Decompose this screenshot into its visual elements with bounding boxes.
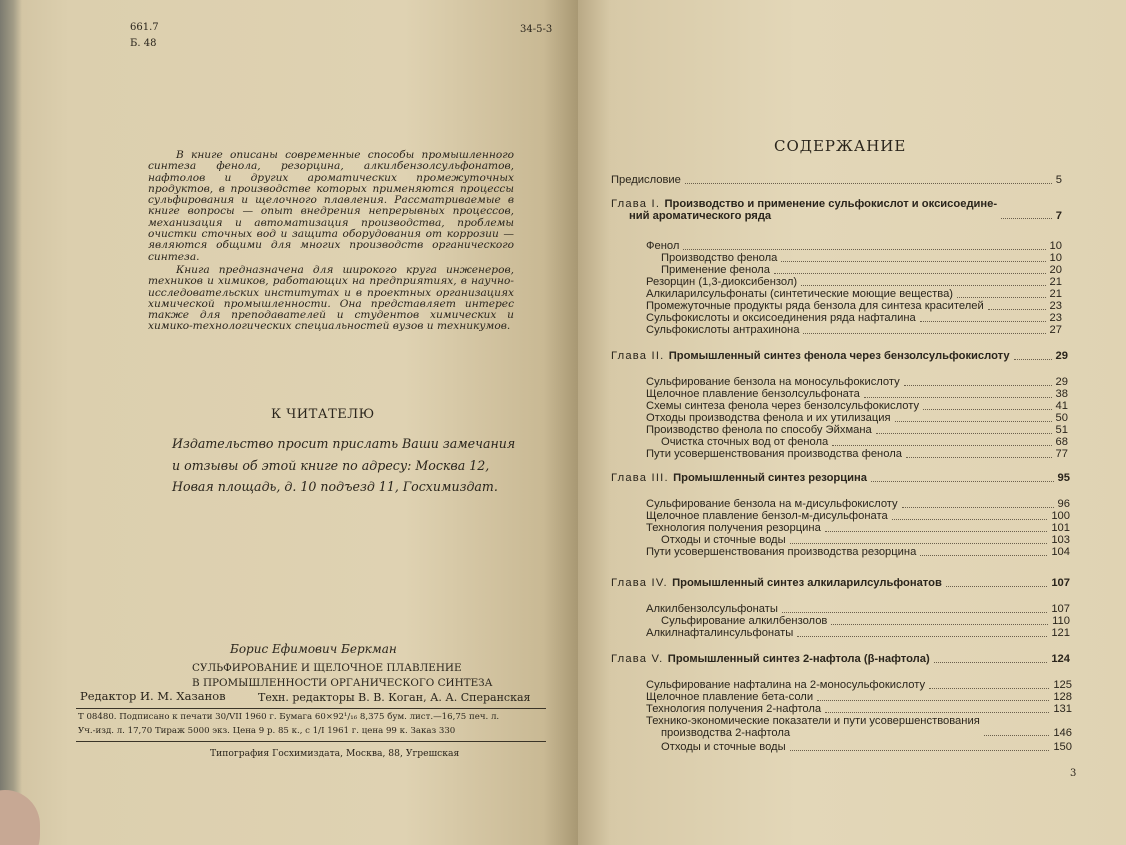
toc-entry: [646, 425, 1068, 437]
toc-dot-leader: [906, 457, 1052, 458]
toc-entry-text: Схемы синтеза фенола через бензолсульфокислоту: [646, 400, 920, 412]
toc-dot-leader: [876, 433, 1052, 434]
editor: Редактор И. М. Хазанов: [80, 689, 226, 703]
thumb: [0, 790, 40, 845]
toc-chapter-entry: [611, 473, 1070, 485]
toc-page-number: 150: [1053, 741, 1072, 753]
toc-dot-leader: [685, 183, 1052, 184]
toc-chapter-number: Глава I.: [611, 198, 665, 210]
toc-dot-leader: [902, 507, 1054, 508]
toc-entry-text: Отходы и сточные воды: [661, 534, 786, 546]
toc-page-number: 27: [1049, 324, 1062, 336]
toc-page-number: 125: [1053, 679, 1072, 691]
toc-entry-label: [646, 241, 679, 253]
toc-entry-text: Сульфирование нафталина на 2-моносульфокислоту: [646, 679, 926, 691]
toc-entry-label: [646, 704, 821, 716]
toc-dot-leader: [904, 385, 1052, 386]
toc-dot-leader: [1014, 359, 1052, 360]
reader-title: К ЧИТАТЕЛЮ: [271, 407, 375, 422]
toc-entry: [661, 253, 1062, 265]
toc-entry-label: [646, 377, 900, 389]
right-page: [578, 0, 1126, 845]
toc-dot-leader: [790, 543, 1048, 544]
toc-entry-label: [646, 401, 919, 413]
toc-dot-leader: [984, 735, 1050, 736]
reader-line-2: и отзывы об этой книге по адресу: Москва 12,: [172, 458, 490, 473]
toc-page-number: 10: [1049, 240, 1062, 252]
toc-entry-label: [611, 175, 681, 187]
toc-page-number: 107: [1051, 577, 1070, 589]
toc-chapter-number: Глава III.: [611, 472, 674, 484]
toc-entry: [646, 377, 1068, 389]
toc-entry-text: Отходы производства фенола и их утилизация: [646, 412, 891, 424]
toc-dot-leader: [790, 750, 1050, 751]
toc-dot-leader: [803, 333, 1045, 334]
print-line-1: Т 08480. Подписано к печати 30/VII 1960 г. Бумага 60×92¹/₁₆ 8,375 бум. лист.—16,75 печ. л.: [78, 712, 500, 722]
toc-dot-leader: [801, 285, 1045, 286]
toc-dot-leader: [782, 612, 1047, 613]
toc-title: СОДЕРЖАНИЕ: [774, 137, 907, 155]
toc-entry-label: [611, 351, 1010, 363]
toc-entry-text: Промышленный синтез фенола через бензолсульфокислоту: [668, 350, 1010, 362]
bbk-index: Б. 48: [130, 38, 157, 49]
toc-entry-label: [646, 628, 793, 640]
toc-entry-text: Алкилбензолсульфонаты: [646, 603, 778, 615]
toc-entry-label-line-1: Технико-экономические показатели и пути усовершенствования: [646, 715, 980, 727]
book-title-line-2: В ПРОМЫШЛЕННОСТИ ОРГАНИЧЕСКОГО СИНТЕЗА: [192, 677, 493, 689]
header-code: 34-5-3: [520, 24, 553, 35]
reader-line-1: Издательство просит прислать Ваши замечания: [172, 436, 516, 451]
toc-entry: [646, 241, 1062, 253]
toc-entry: [646, 499, 1070, 511]
toc-entry-label: [646, 313, 916, 325]
toc-entry: [646, 313, 1062, 325]
page-number: 3: [1070, 768, 1077, 779]
toc-entry-label: [661, 535, 786, 547]
toc-entry-label: [646, 523, 821, 535]
toc-dot-leader: [683, 249, 1045, 250]
imprint-separator-bottom: [76, 741, 546, 742]
toc-dot-leader: [946, 586, 1047, 587]
toc-entry-text: Щелочное плавление бензолсульфоната: [646, 388, 860, 400]
toc-page-number: 68: [1055, 436, 1068, 448]
toc-dot-leader: [957, 297, 1046, 298]
toc-entry-label: [646, 604, 778, 616]
toc-dot-leader: [832, 445, 1051, 446]
toc-dot-leader: [934, 662, 1048, 663]
toc-page-number: 7: [1055, 209, 1062, 222]
toc-entry-text: Промышленный синтез резорцина: [673, 472, 867, 484]
udk-index: 661.7: [130, 22, 159, 33]
toc-entry-text: Очистка сточных вод от фенола: [661, 436, 829, 448]
toc-entry-label: [646, 692, 813, 704]
toc-entry-text: Промышленный синтез алкиларилсульфонатов: [672, 577, 942, 589]
toc-entry-text: Технология получения 2-нафтола: [646, 703, 822, 715]
toc-dot-leader: [864, 397, 1052, 398]
reader-line-3: Новая площадь, д. 10 подъезд 11, Госхимиздат.: [172, 479, 498, 494]
toc-entry: [646, 389, 1068, 401]
toc-entry: [661, 535, 1070, 547]
toc-page-number: 51: [1055, 424, 1068, 436]
toc-entry-text: Промежуточные продукты ряда бензола для синтеза красителей: [646, 300, 984, 312]
toc-entry-text: Производство фенола: [661, 252, 778, 264]
toc-entry: [646, 449, 1068, 461]
toc-entry-text: Пути усовершенствования производства фенола: [646, 448, 902, 460]
toc-page-number: 100: [1051, 510, 1070, 522]
typography: Типография Госхимиздата, Москва, 88, Угрешская: [210, 748, 460, 759]
toc-chapter-number: Глава V.: [611, 653, 668, 665]
toc-entry-text: Предисловие: [611, 174, 681, 186]
toc-entry-text: Сульфирование алкилбензолов: [661, 615, 828, 627]
toc-entry-label: [661, 265, 770, 277]
toc-entry: [646, 277, 1062, 289]
toc-page-number: 124: [1051, 653, 1070, 665]
toc-entry-label: [611, 654, 930, 666]
annotation-paragraph-2: Книга предназначена для широкого круга инженеров, техников и химиков, работающих на предприятиях, в научно-исследовательских институтах и в проектных организациях химической промышленности. Она представляет интерес также для преподавателей и студентов химических и химико-технологических специальностей вузов и техникумов.: [148, 263, 514, 333]
toc-page-number: 21: [1049, 276, 1062, 288]
toc-dot-leader: [929, 688, 1049, 689]
toc-page-number: 103: [1051, 534, 1070, 546]
imprint-separator-top: [76, 708, 546, 709]
toc-entry-label: [646, 449, 902, 461]
author: Борис Ефимович Беркман: [230, 642, 397, 656]
toc-entry: [646, 413, 1068, 425]
toc-dot-leader: [895, 421, 1052, 422]
toc-entry-text: Щелочное плавление бензол-м-дисульфоната: [646, 510, 888, 522]
toc-entry-label: [646, 716, 980, 739]
toc-dot-leader: [988, 309, 1046, 310]
toc-entry-label-line-2: ний ароматического ряда: [629, 209, 772, 222]
toc-page-number: 38: [1055, 388, 1068, 400]
toc-entry: [646, 511, 1070, 523]
toc-entry: [661, 265, 1062, 277]
toc-page-number: 104: [1051, 546, 1070, 558]
toc-entry-text: Сульфокислоты и оксисоединения ряда нафталина: [646, 312, 916, 324]
toc-page-number: 29: [1055, 376, 1068, 388]
toc-dot-leader: [1001, 218, 1052, 219]
toc-entry-text: Сульфирование бензола на моносульфокислоту: [646, 376, 900, 388]
toc-dot-leader: [892, 519, 1048, 520]
toc-entry-text: Сульфокислоты антрахинона: [646, 324, 800, 336]
toc-entry-text: Фенол: [646, 240, 680, 252]
toc-dot-leader: [817, 700, 1049, 701]
toc-entry: [646, 692, 1072, 704]
toc-chapter-entry: [611, 351, 1068, 363]
toc-entry-text: Промышленный синтез 2-нафтола (β-нафтола): [667, 653, 930, 665]
toc-entry-label: [661, 253, 777, 265]
toc-chapter-entry: [611, 654, 1070, 666]
toc-entry-text: Производство фенола по способу Эйхмана: [646, 424, 872, 436]
toc-dot-leader: [797, 636, 1047, 637]
toc-entry-label: [661, 742, 786, 754]
toc-entry: [661, 616, 1070, 628]
toc-entry-text: Алкиларилсульфонаты (синтетические моющие вещества): [646, 288, 954, 300]
toc-dot-leader: [825, 712, 1049, 713]
annotation-paragraph-1: В книге описаны современные способы промышленного синтеза фенола, резорцина, алкилбензолсульфонатов, нафтолов и других ароматических промежуточных продуктов, в производстве которых применяются процессы сульфирования и щелочного плавления. Рассматриваемые в книге вопросы — опыт внедрения непрерывных процессов, механизация и автоматизация производства, проблемы очистки сточных вод и защита оборудования от коррозии — являются общими для многих производств органического синтеза.: [148, 149, 514, 263]
toc-page-number: 131: [1053, 703, 1072, 715]
toc-entry-text: Пути усовершенствования производства резорцина: [646, 546, 917, 558]
toc-entry-label: [646, 511, 888, 523]
toc-entry-label: [646, 325, 799, 337]
toc-entry-text: Применение фенола: [661, 264, 770, 276]
toc-dot-leader: [831, 624, 1048, 625]
toc-page-number: 20: [1049, 264, 1062, 276]
toc-dot-leader: [923, 409, 1051, 410]
toc-page-number: 146: [1053, 726, 1072, 739]
toc-entry-label: [611, 199, 997, 222]
toc-dot-leader: [871, 481, 1054, 482]
toc-entry-label: [646, 277, 797, 289]
toc-dot-leader: [920, 321, 1046, 322]
toc-page-number: 29: [1055, 350, 1068, 362]
toc-entry-label-line-1: Производство и применение сульфокислот и оксисоедине-: [664, 198, 998, 210]
toc-page-number: 121: [1051, 627, 1070, 639]
toc-page-number: 5: [1055, 174, 1062, 186]
toc-entry: [646, 716, 1072, 739]
book-title-line-1: СУЛЬФИРОВАНИЕ И ЩЕЛОЧНОЕ ПЛАВЛЕНИЕ: [192, 662, 462, 674]
toc-page-number: 21: [1049, 288, 1062, 300]
toc-page-number: 101: [1051, 522, 1070, 534]
toc-page-number: 41: [1055, 400, 1068, 412]
toc-entry: [646, 604, 1070, 616]
toc-page-number: 23: [1049, 312, 1062, 324]
toc-entry: [661, 742, 1072, 754]
toc-entry-label: [646, 301, 984, 313]
toc-entry: [646, 289, 1062, 301]
toc-entry-label: [661, 616, 827, 628]
toc-page-number: 128: [1053, 691, 1072, 703]
toc-entry-label: [646, 680, 925, 692]
toc-entry-label: [661, 437, 828, 449]
toc-entry-text: Технология получения резорцина: [646, 522, 821, 534]
toc-entry-label-line-2: производства 2-нафтола: [661, 726, 791, 739]
toc-dot-leader: [781, 261, 1045, 262]
toc-chapter-entry: [611, 578, 1070, 590]
toc-page-number: 96: [1057, 498, 1070, 510]
toc-dot-leader: [774, 273, 1046, 274]
toc-chapter-number: Глава II.: [611, 350, 669, 362]
toc-page-number: 95: [1057, 472, 1070, 484]
toc-page-number: 23: [1049, 300, 1062, 312]
toc-entry: [646, 547, 1070, 559]
toc-dot-leader: [825, 531, 1048, 532]
toc-page-number: 10: [1049, 252, 1062, 264]
toc-entry-text: Алкилнафталинсульфонаты: [646, 627, 794, 639]
toc-entry: [646, 301, 1062, 313]
toc-entry: [611, 175, 1062, 187]
toc-entry-text: Отходы и сточные воды: [661, 741, 786, 753]
toc-entry-label: [646, 425, 872, 437]
toc-entry: [646, 680, 1072, 692]
toc-page-number: 110: [1052, 615, 1070, 627]
toc-entry-label: [646, 499, 898, 511]
toc-dot-leader: [920, 555, 1047, 556]
tech-editors: Техн. редакторы В. В. Коган, А. А. Сперанская: [258, 691, 531, 704]
toc-entry: [661, 437, 1068, 449]
toc-entry-text: Щелочное плавление бета-соли: [646, 691, 814, 703]
toc-page-number: 50: [1055, 412, 1068, 424]
toc-entry-label: [646, 413, 891, 425]
toc-entry: [646, 401, 1068, 413]
toc-page-number: 107: [1051, 603, 1070, 615]
toc-entry-label: [646, 289, 953, 301]
toc-entry-label: [646, 547, 916, 559]
toc-page-number: 77: [1055, 448, 1068, 460]
toc-entry-label: [611, 578, 942, 590]
toc-entry-text: Резорцин (1,3-диоксибензол): [646, 276, 798, 288]
toc-entry-label: [646, 389, 860, 401]
toc-entry: [646, 704, 1072, 716]
toc-entry-text: Сульфирование бензола на м-дисульфокислоту: [646, 498, 898, 510]
annotation: [148, 150, 514, 333]
toc-chapter-entry: [611, 199, 1062, 222]
toc-entry: [646, 523, 1070, 535]
toc-entry-label: [611, 473, 867, 485]
toc-entry: [646, 628, 1070, 640]
toc-chapter-number: Глава IV.: [611, 577, 673, 589]
print-line-2: Уч.-изд. л. 17,70 Тираж 5000 экз. Цена 9 р. 85 к., с 1/I 1961 г. цена 99 к. Заказ 330: [78, 726, 456, 736]
toc-entry: [646, 325, 1062, 337]
page-edge: [0, 0, 22, 845]
